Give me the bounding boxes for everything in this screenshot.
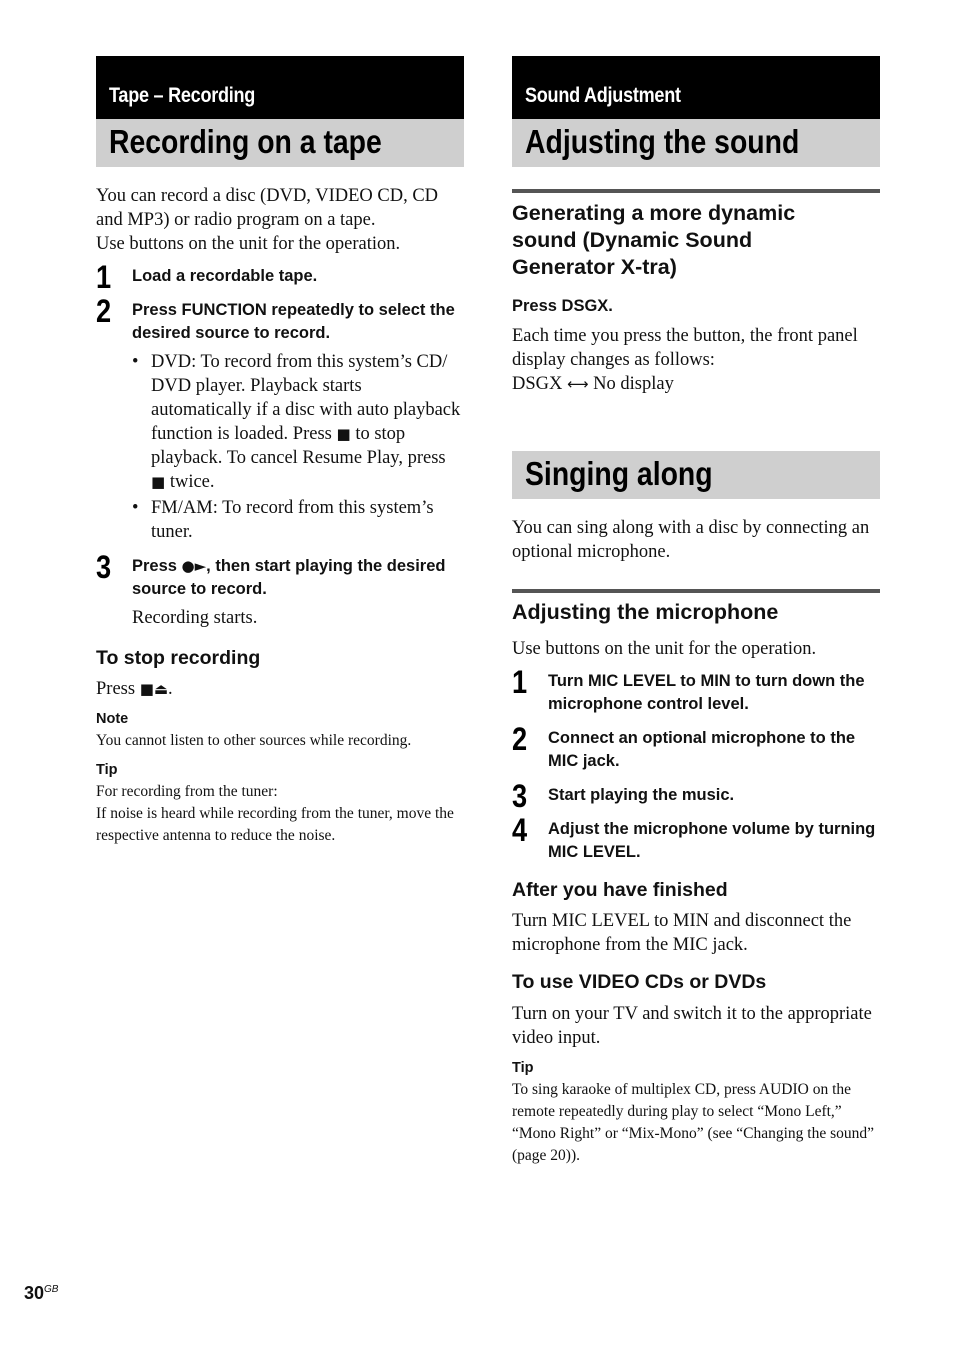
record-play-icon: ●► <box>181 557 207 575</box>
singing-text: You can sing along with a disc by connecting an optional microphone. <box>512 518 870 562</box>
mic-intro: Use buttons on the unit for the operation. <box>512 639 817 659</box>
tip-text: If noise is heard while recording from the tuner, move the respective antenna to reduce the noise. <box>96 805 454 844</box>
intro-line: and MP3) or radio program on a tape. <box>96 210 376 230</box>
double-arrow-icon: ⟷ <box>567 375 589 393</box>
divider <box>512 189 880 193</box>
note-text: You cannot listen to other sources while recording. <box>96 732 412 749</box>
step-number: 2 <box>512 721 528 757</box>
step-number: 4 <box>512 812 528 848</box>
tip-text: To sing karaoke of multiplex CD, press AUDIO on the remote repeatedly during play to select “Mono Left,” “Mono Right” or “Mix-Mono” (see “Changing the sound” (page 20)). <box>512 1081 875 1164</box>
step-number: 3 <box>96 549 112 585</box>
mic-step-4 <box>512 812 880 864</box>
step-1 <box>96 259 464 295</box>
video-text: Turn on your TV and switch it to the appropriate video input. <box>512 1004 872 1048</box>
tip-text: For recording from the tuner: <box>96 783 278 800</box>
source-list <box>96 350 464 544</box>
video-heading: To use VIDEO CDs or DVDs <box>512 971 767 993</box>
tip-label: Tip <box>96 762 118 778</box>
singing-title: Singing along <box>512 451 880 499</box>
note-label: Note <box>96 711 129 727</box>
step-number: 1 <box>512 664 528 700</box>
mic-step-1 <box>512 664 880 716</box>
stop-heading: To stop recording <box>96 647 261 669</box>
stop-text: Press ■⏏. <box>96 679 173 699</box>
step-3: 3 Press ●►, then start playing the desired source to record. <box>96 549 446 598</box>
stop-eject-icon: ■⏏ <box>139 680 169 698</box>
dsg-text: Each time you press the button, the front panel display changes as follows: <box>512 326 858 370</box>
mic-step-2 <box>512 721 880 773</box>
page-title: Adjusting the sound <box>512 119 880 167</box>
section-header: Tape – Recording <box>96 56 464 119</box>
left-column <box>96 56 464 847</box>
step-number: 1 <box>96 259 112 295</box>
mic-heading: Adjusting the microphone <box>512 600 779 624</box>
step-number: 3 <box>512 778 528 814</box>
after-heading: After you have finished <box>512 879 728 901</box>
divider <box>512 589 880 593</box>
right-column <box>512 56 880 1167</box>
tip-label: Tip <box>512 1060 534 1076</box>
step-text: Press FUNCTION repeatedly to select the desired source to record. <box>132 301 455 342</box>
step-2 <box>96 293 464 345</box>
step-text: Turn MIC LEVEL to MIN to turn down the microphone control level. <box>548 672 865 713</box>
page-title: Recording on a tape <box>96 119 464 167</box>
list-item: • DVD: To record from this system’s CD/ DVD player. Playback starts automatically if a disc with auto playback function is loaded. Press ■ to stop playback. To cancel Resume Play, press ■ twice. <box>132 350 464 494</box>
step-text: Connect an optional microphone to the MIC jack. <box>548 729 856 770</box>
section-header: Sound Adjustment <box>512 56 880 119</box>
step-number: 2 <box>96 293 112 329</box>
mic-step-3 <box>512 778 880 814</box>
stop-icon: ■ <box>336 425 351 443</box>
page-number: $30^{GB}$ <box>24 1283 59 1303</box>
step-text: Load a recordable tape. <box>132 267 318 285</box>
step-text: Adjust the microphone volume by turning MIC LEVEL. <box>548 820 876 861</box>
dsg-heading: Generating a more dynamic sound (Dynamic Sound Generator X-tra) <box>512 201 796 279</box>
intro-line: Use buttons on the unit for the operation. <box>96 234 401 254</box>
press-dsgx: Press DSGX. <box>512 297 613 315</box>
step-result: Recording starts. <box>132 608 258 628</box>
intro-line: You can record a disc (DVD, VIDEO CD, CD <box>96 186 439 206</box>
dsg-cycle: DSGX ⟷ No display <box>512 374 674 394</box>
after-text: Turn MIC LEVEL to MIN and disconnect the microphone from the MIC jack. <box>512 911 852 955</box>
stop-icon: ■ <box>151 473 166 491</box>
list-item: • FM/AM: To record from this system’s tuner. <box>132 496 464 544</box>
step-text: Start playing the music. <box>548 786 735 804</box>
